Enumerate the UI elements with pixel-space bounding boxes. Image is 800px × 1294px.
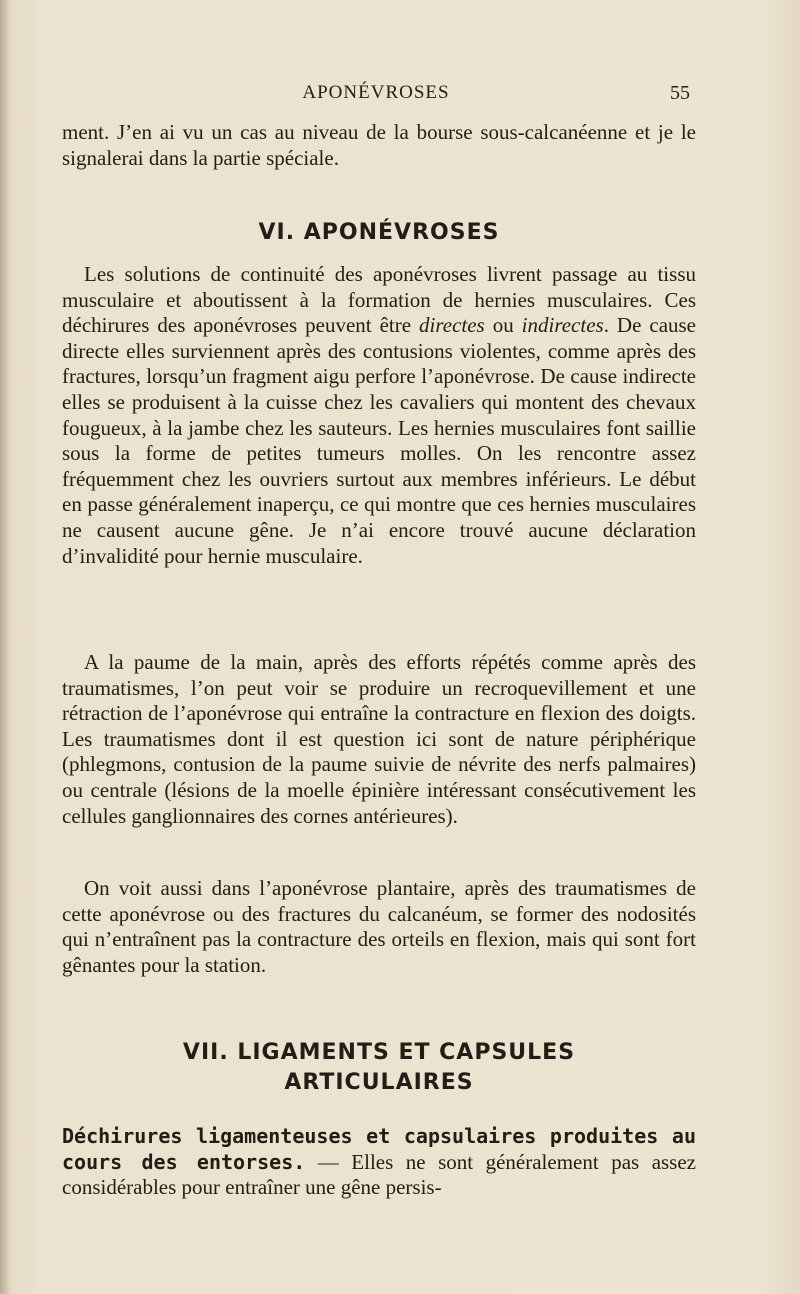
paragraph-hernies-part-a: Les solutions de continuité des aponévroses livrent passage au tissu musculaire et aboutissent à la formation de hernies musculaires. Ces déchirures des aponévroses peuvent être [62, 262, 696, 338]
term-directes: directes [419, 313, 485, 338]
paragraph-entorses-text: — Elles ne sont généralement pas assez considérables pour entraîner une gêne persis- [62, 1149, 696, 1200]
section-title-ligaments [62, 1038, 696, 1098]
section-title-aponevroses: VI. APONÉVROSES [258, 220, 500, 245]
paragraph-hernies-part-b: ou [484, 313, 522, 338]
spine-shadow [0, 0, 10, 1294]
subhead-dechirures: Déchirures ligamenteuses et capsulaires produites au cours des entorses. [62, 1124, 696, 1174]
paragraph-hernies-part-c: . De cause directe elles surviennent après des contusions violentes, comme après des fractures, lorsqu’un fragment aigu perfore l’aponévrose. De cause indirecte elles se produisent à la cuisse chez les cavaliers qui montent des chevaux fougueux, à la jambe chez les sauteurs. Les hernies musculaires font saillie sous la forme de petites tumeurs molles. On les rencontre assez fréquemment chez les ouvriers surtout aux membres inférieurs. Le début en passe généralement inaperçu, ce qui montre que ces hernies musculaires ne causent aucune gêne. Je n’ai encore trouvé aucune déclaration d’invalidité pour hernie musculaire. [62, 313, 697, 568]
section-title-ligaments-line1: VII. LIGAMENTS ET CAPSULES [182, 1040, 576, 1065]
running-title: APONÉVROSES [302, 82, 450, 103]
term-indirectes: indirectes [521, 313, 604, 338]
section-title-ligaments-line2: ARTICULAIRES [284, 1070, 474, 1095]
paragraph-plantaire: On voit aussi dans l’aponévrose plantaire, après des traumatismes de cette aponévrose ou des fractures du calcanéum, se former des nodosités qui n’entraînent pas la contracture des orteils en flexion, mais qui sont fort gênantes pour la station. [62, 876, 696, 977]
page-header [62, 82, 690, 110]
paragraph-paume: A la paume de la main, après des efforts répétés comme après des traumatismes, l’on peut voir se produire un recroquevillement et une rétraction de l’aponévrose qui entraîne la contracture en flexion des doigts. Les traumatismes dont il est question ici sont de nature périphérique (phlegmons, contusion de la paume suivie de névrite des nerfs palmaires) ou centrale (lésions de la moelle épinière intéressant consécutivement les cellules ganglionnaires des cornes antérieures). [62, 650, 696, 828]
paragraph-hernies [62, 262, 696, 569]
paragraph-continuation: ment. J’en ai vu un cas au niveau de la bourse sous-calcanéenne et je le signalerai dans la partie spéciale. [62, 120, 696, 170]
page-number: 55 [670, 82, 690, 104]
paragraph-entorses [62, 1124, 696, 1201]
